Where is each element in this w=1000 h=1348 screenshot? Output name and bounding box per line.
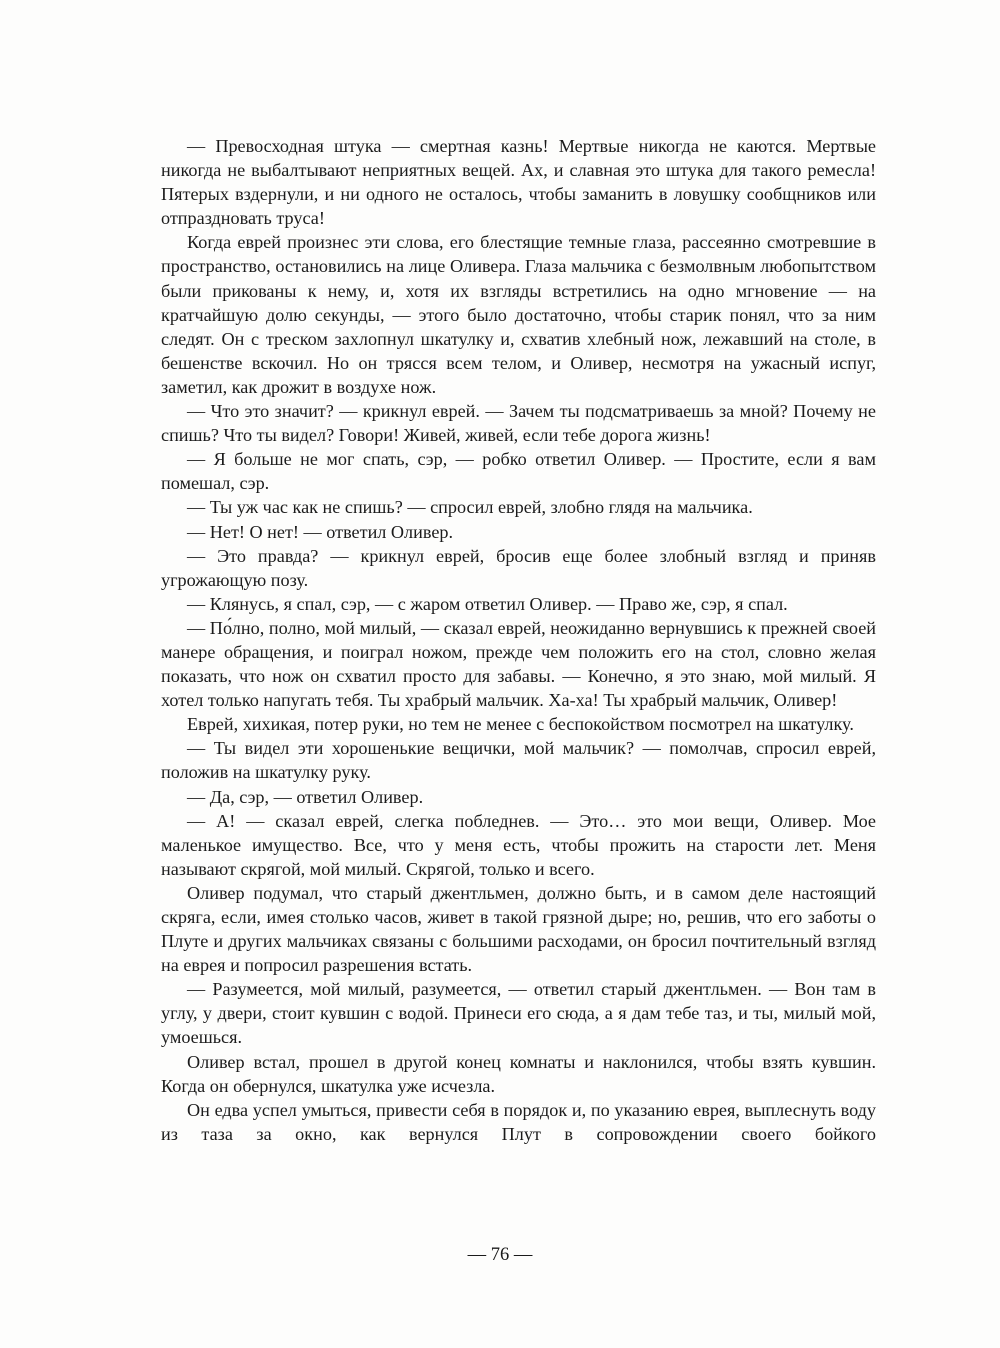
paragraph: — Ты уж час как не спишь? — спросил еврей, злобно глядя на мальчика. <box>187 497 753 518</box>
paragraph: — Ты видел эти хорошенькие вещички, мой мальчик? — помолчав, спросил еврей, положив на шкатулку руку. <box>161 738 876 783</box>
paragraph: Оливер подумал, что старый джентльмен, должно быть, и в самом деле настоящий скряга, если, имея столько часов, живет в такой грязной дыре; но, решив, что его заботы о Плуте и других мальчиках связаны с большими расходами, он бросил почтительный взгляд на еврея и попросил разрешения встать. <box>161 882 876 976</box>
page-number: — 76 — <box>467 1245 533 1265</box>
paragraph: — Клянусь, я спал, сэр, — с жаром ответил Оливер. — Право же, сэр, я спал. <box>187 593 788 614</box>
paragraph: Он едва успел умыться, привести себя в порядок и, по указанию еврея, выплеснуть воду из таза за окно, как вернулся Плут в сопровождении своего бойкого <box>161 1099 876 1144</box>
paragraph: — Разумеется, мой милый, разумеется, — ответил старый джентльмен. — Вон там в углу, у двери, стоит кувшин с водой. Принеси его сюда, а я дам тебе таз, и ты, милый мой, умоешься. <box>161 979 876 1048</box>
paragraph: — Это правда? — крикнул еврей, бросив еще более злобный взгляд и приняв угрожающую позу. <box>161 545 876 590</box>
body-text <box>161 134 876 1146</box>
paragraph: — Что это значит? — крикнул еврей. — Зачем ты подсматриваешь за мной? Почему не спишь? Что ты видел? Говори! Живей, живей, если тебе дорога жизнь! <box>161 401 876 446</box>
paragraph: — Нет! О нет! — ответил Оливер. <box>187 521 454 542</box>
paragraph: — А! — сказал еврей, слегка побледнев. — Это… это мои вещи, Оливер. Мое маленькое имущество. Все, что у меня есть, чтобы прожить на старости лет. Меня называют скрягой, мой милый. Скрягой, только и всего. <box>161 810 876 879</box>
paragraph: Когда еврей произнес эти слова, его блестящие темные глаза, рассеянно смотревшие в пространство, остановились на лице Оливера. Глаза мальчика с безмолвным любопытством были прикованы к нему, и, хотя их взгляды встретились на одно мгновение — на кратчайшую долю секунды, — этого было достаточно, чтобы старик понял, что за ним следят. Он с треском захлопнул шкатулку и, схватив хлебный нож, лежавший на столе, в бешенстве вскочил. Но он трясся всем телом, и Оливер, несмотря на ужасный испуг, заметил, как дрожит в воздухе нож. <box>161 232 876 397</box>
paragraph: Оливер встал, прошел в другой конец комнаты и наклонился, чтобы взять кувшин. Когда он обернулся, шкатулка уже исчезла. <box>161 1051 876 1096</box>
paragraph: — Да, сэр, — ответил Оливер. <box>187 786 424 807</box>
paragraph: — Я больше не мог спать, сэр, — робко ответил Оливер. — Простите, если я вам помешал, сэр. <box>161 449 876 494</box>
paragraph: — Превосходная штука — смертная казнь! Мертвые никогда не каются. Мертвые никогда не выбалтывают неприятных вещей. Ах, и славная это штука для такого ремесла! Пятерых вздернули, и ни одного не осталось, чтобы заманить в ловушку сообщников или отпраздновать труса! <box>161 136 876 229</box>
paragraph: — По́лно, полно, мой милый, — сказал еврей, неожиданно вернувшись к прежней своей манере обращения, и поиграл ножом, прежде чем положить его на стол, словно желая показать, что нож он схватил просто для забавы. — Конечно, я это знаю, мой милый. Я хотел только напугать тебя. Ты храбрый мальчик. Ха-ха! Ты храбрый мальчик, Оливер! <box>161 617 876 711</box>
paragraph: Еврей, хихикая, потер руки, но тем не менее с беспокойством посмотрел на шкатулку. <box>187 714 854 735</box>
